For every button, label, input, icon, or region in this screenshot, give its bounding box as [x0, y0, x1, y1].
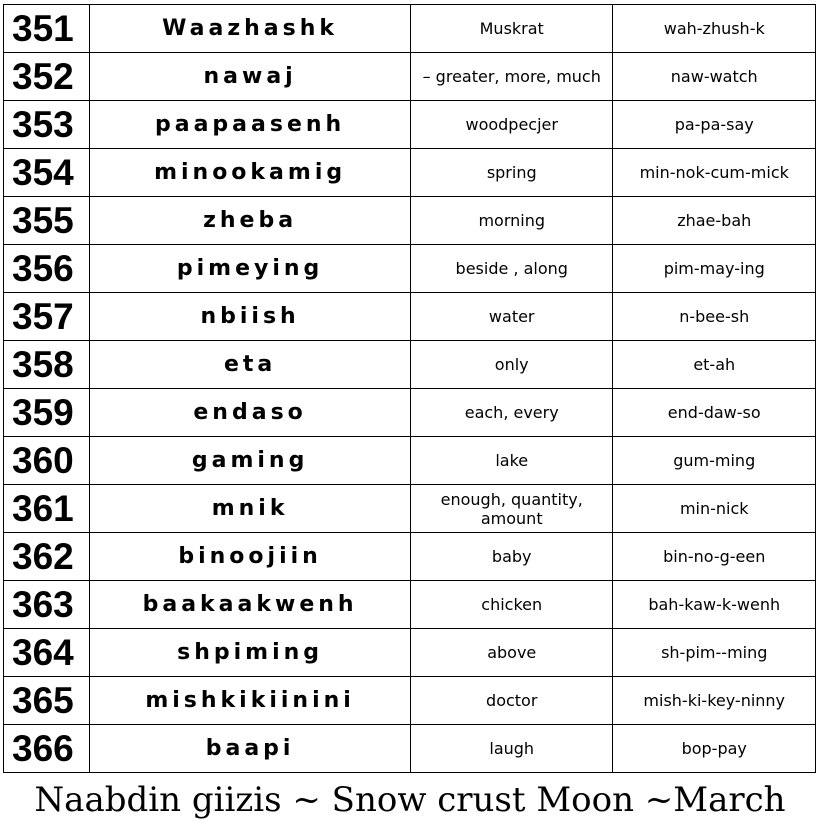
entry-number: 361	[4, 485, 90, 533]
english-meaning: laugh	[410, 725, 612, 773]
entry-number: 352	[4, 53, 90, 101]
entry-number: 357	[4, 293, 90, 341]
pronunciation: bin-no-g-een	[613, 533, 816, 581]
pronunciation: n-bee-sh	[613, 293, 816, 341]
pronunciation: mish-ki-key-ninny	[613, 677, 816, 725]
english-meaning: chicken	[410, 581, 612, 629]
ojibwe-word: endaso	[90, 389, 411, 437]
pronunciation: naw-watch	[613, 53, 816, 101]
table-row	[4, 725, 816, 773]
table-row	[4, 533, 816, 581]
pronunciation: sh-pim--ming	[613, 629, 816, 677]
pronunciation: pa-pa-say	[613, 101, 816, 149]
english-meaning: each, every	[410, 389, 612, 437]
pronunciation: wah-zhush-k	[613, 5, 816, 53]
table-row	[4, 293, 816, 341]
ojibwe-word: zheba	[90, 197, 411, 245]
table-row	[4, 197, 816, 245]
ojibwe-word: nawaj	[90, 53, 411, 101]
entry-number: 358	[4, 341, 90, 389]
ojibwe-word: eta	[90, 341, 411, 389]
english-meaning: lake	[410, 437, 612, 485]
english-meaning: Muskrat	[410, 5, 612, 53]
entry-number: 366	[4, 725, 90, 773]
entry-number: 351	[4, 5, 90, 53]
table-row	[4, 341, 816, 389]
english-meaning: enough, quantity, amount	[410, 485, 612, 533]
english-meaning: only	[410, 341, 612, 389]
pronunciation: bah-kaw-k-wenh	[613, 581, 816, 629]
pronunciation: end-daw-so	[613, 389, 816, 437]
table-row	[4, 5, 816, 53]
pronunciation: bop-pay	[613, 725, 816, 773]
english-meaning: above	[410, 629, 612, 677]
pronunciation: min-nok-cum-mick	[613, 149, 816, 197]
table-row	[4, 389, 816, 437]
pronunciation: gum-ming	[613, 437, 816, 485]
ojibwe-word: Waazhashk	[90, 5, 411, 53]
pronunciation: et-ah	[613, 341, 816, 389]
english-meaning: – greater, more, much	[410, 53, 612, 101]
entry-number: 364	[4, 629, 90, 677]
table-row	[4, 437, 816, 485]
table-row	[4, 581, 816, 629]
table-row	[4, 245, 816, 293]
table-row	[4, 53, 816, 101]
entry-number: 360	[4, 437, 90, 485]
english-meaning: water	[410, 293, 612, 341]
entry-number: 365	[4, 677, 90, 725]
ojibwe-word: minookamig	[90, 149, 411, 197]
ojibwe-word: baapi	[90, 725, 411, 773]
entry-number: 355	[4, 197, 90, 245]
ojibwe-word: mnik	[90, 485, 411, 533]
ojibwe-word: nbiish	[90, 293, 411, 341]
english-meaning: morning	[410, 197, 612, 245]
ojibwe-word: paapaasenh	[90, 101, 411, 149]
ojibwe-word: shpiming	[90, 629, 411, 677]
table-row	[4, 149, 816, 197]
table-row	[4, 629, 816, 677]
entry-number: 359	[4, 389, 90, 437]
english-meaning: woodpecjer	[410, 101, 612, 149]
pronunciation: zhae-bah	[613, 197, 816, 245]
table-row	[4, 677, 816, 725]
ojibwe-word: pimeying	[90, 245, 411, 293]
table-row	[4, 485, 816, 533]
vocabulary-table-body	[4, 5, 816, 773]
ojibwe-word: baakaakwenh	[90, 581, 411, 629]
entry-number: 356	[4, 245, 90, 293]
entry-number: 354	[4, 149, 90, 197]
english-meaning: baby	[410, 533, 612, 581]
vocabulary-table	[3, 4, 816, 773]
pronunciation: min-nick	[613, 485, 816, 533]
footer-title: Naabdin giizis ~ Snow crust Moon ~March	[34, 780, 786, 820]
english-meaning: spring	[410, 149, 612, 197]
table-row	[4, 101, 816, 149]
pronunciation: pim-may-ing	[613, 245, 816, 293]
entry-number: 353	[4, 101, 90, 149]
entry-number: 363	[4, 581, 90, 629]
ojibwe-word: gaming	[90, 437, 411, 485]
entry-number: 362	[4, 533, 90, 581]
ojibwe-word: binoojiin	[90, 533, 411, 581]
english-meaning: beside , along	[410, 245, 612, 293]
ojibwe-word: mishkikiinini	[90, 677, 411, 725]
english-meaning: doctor	[410, 677, 612, 725]
